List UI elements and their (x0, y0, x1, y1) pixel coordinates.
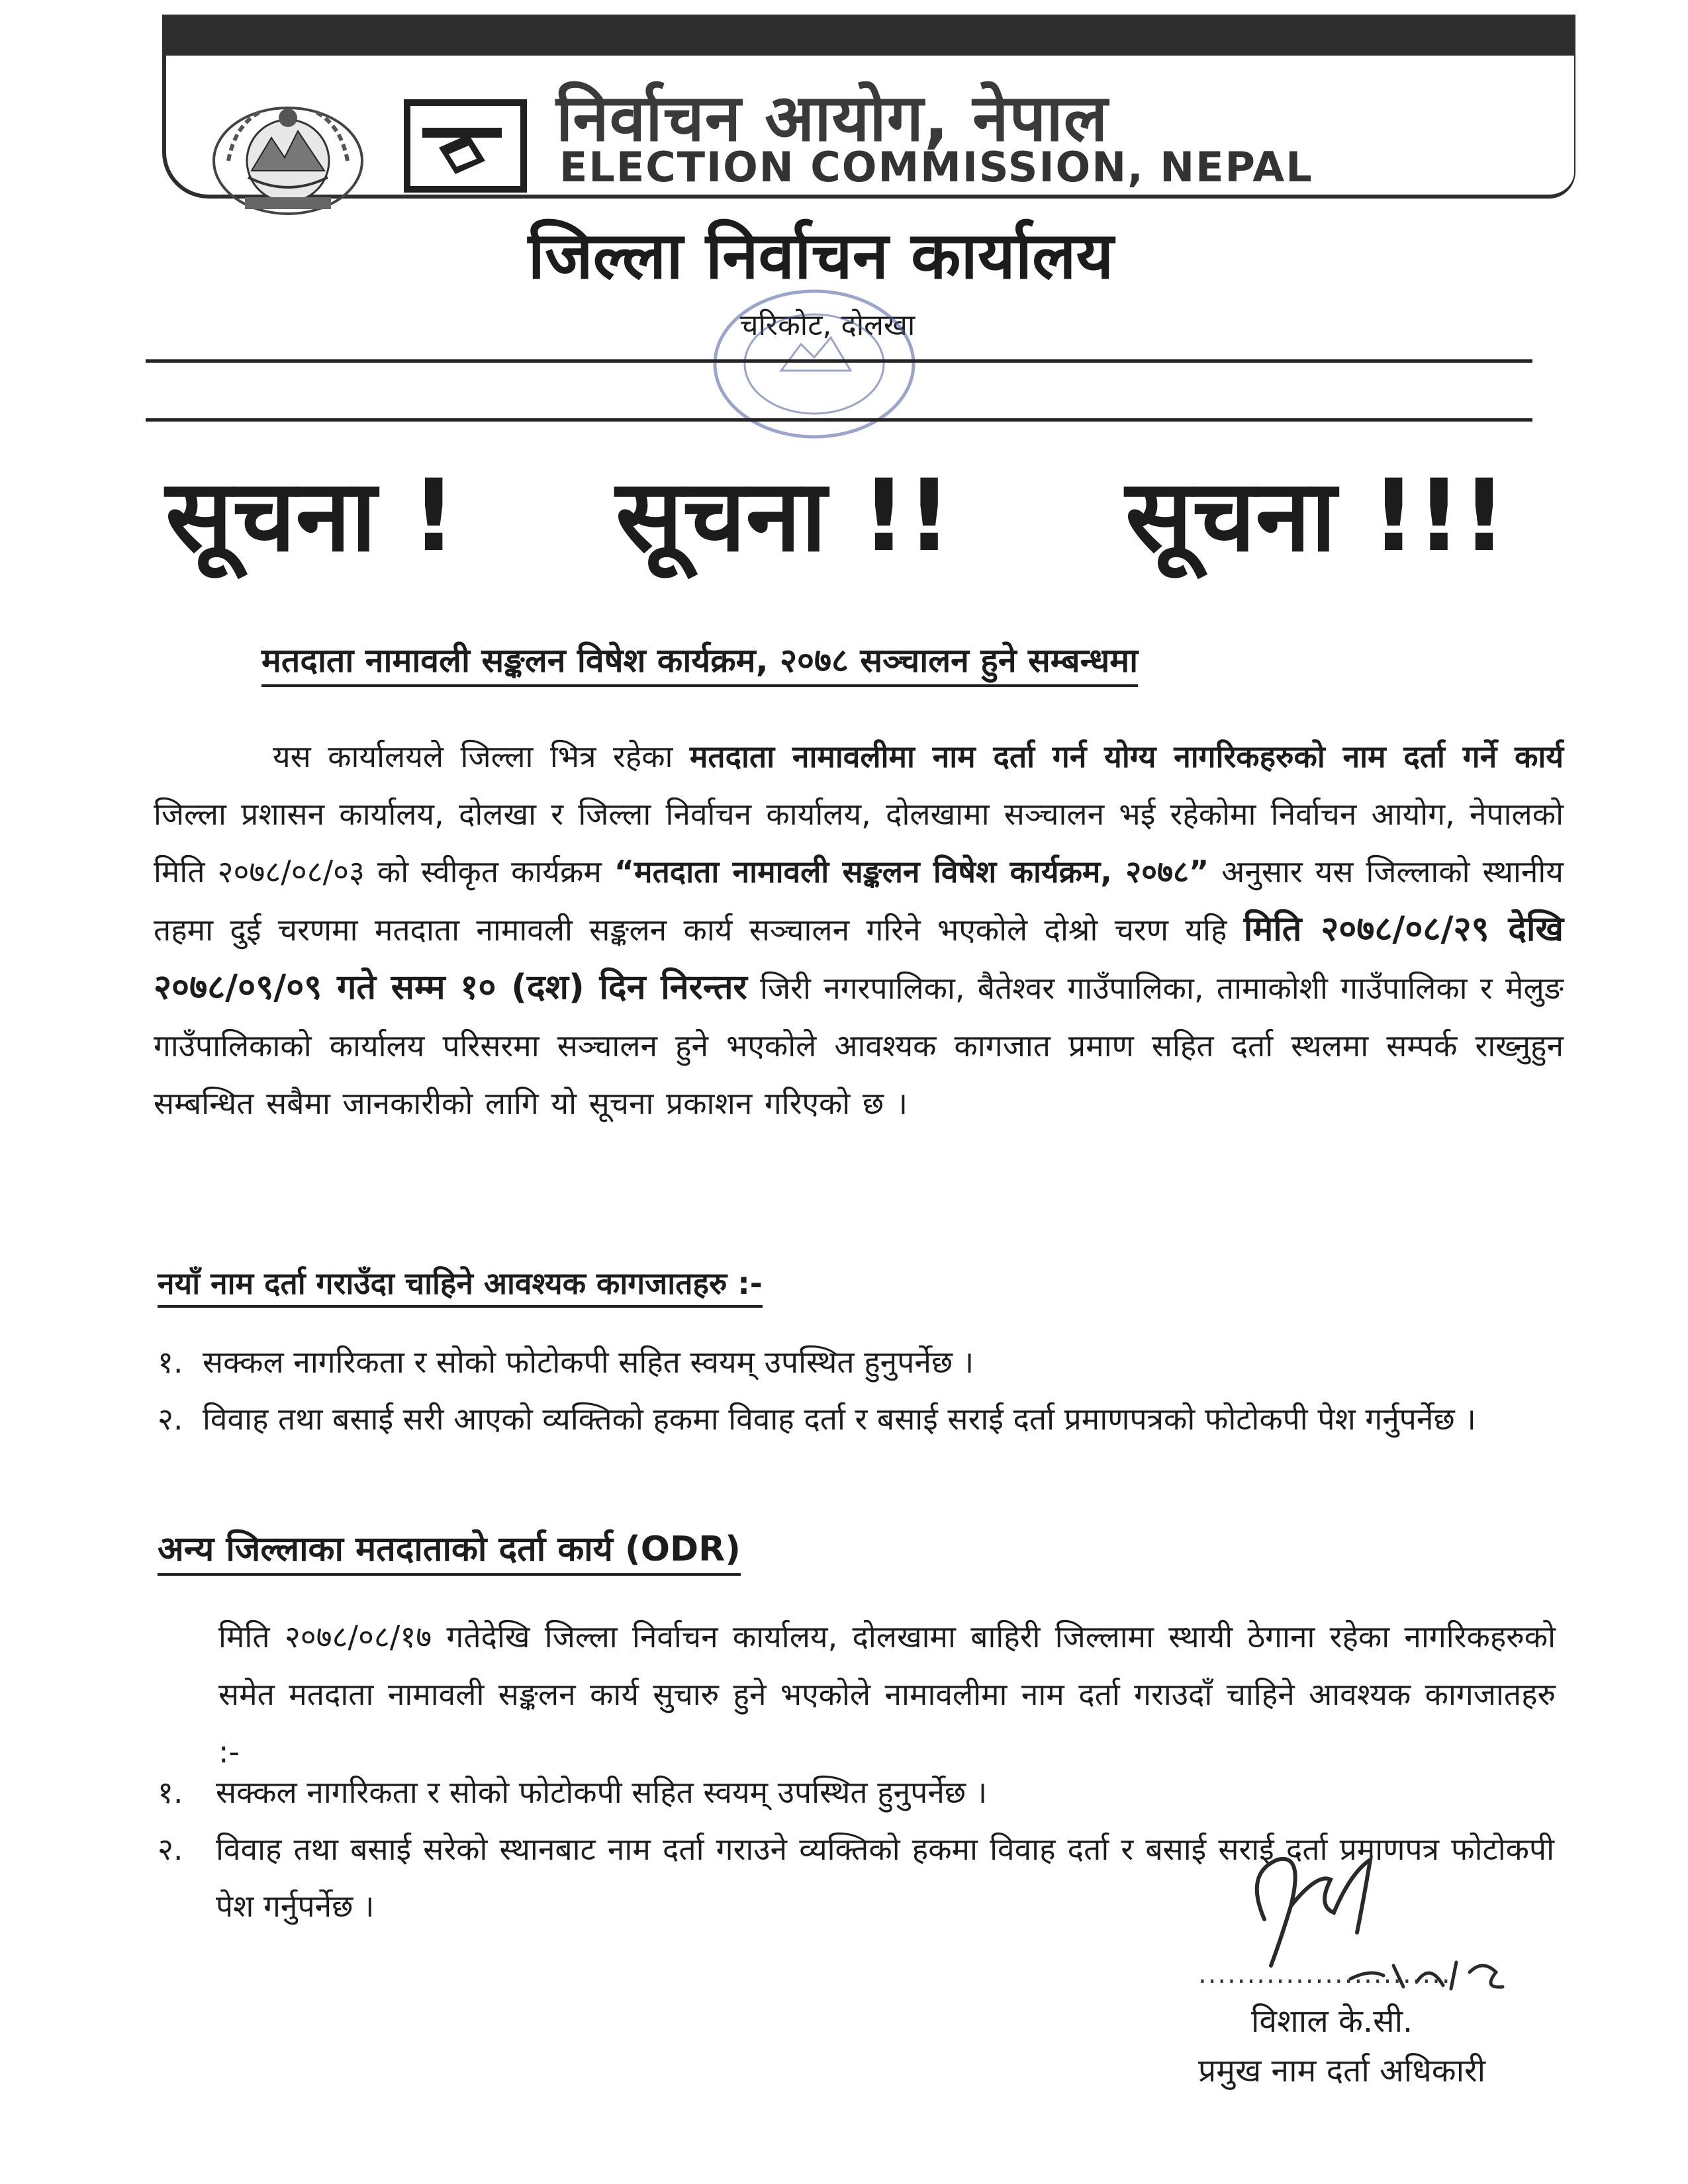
office-name: जिल्ला निर्वाचन कार्यालय (528, 218, 1114, 294)
office-location: चरिकोट, दोलखा (739, 308, 915, 342)
header-divider-top (146, 359, 1532, 363)
section1-list (158, 1334, 1568, 1447)
header-divider-bottom (146, 418, 1532, 422)
list-item-number: २. (158, 1401, 183, 1437)
section2-paragraph: मिति २०७८/०८/१७ गतेदेखि जिल्ला निर्वाचन कार्यालय, दोलखामा बाहिरी जिल्लामा स्थायी ठेगाना रहेका नागरिकहरुको समेत मतदाता नामावली सङ्कलन कार्य सुचारु हुने भएकोले नामावलीमा नाम दर्ता गराउदाँ चाहिने आवश्यक कागजातहरु :- (218, 1619, 1556, 1770)
list-item (158, 1390, 1568, 1447)
list-item (158, 1334, 1568, 1390)
list-item-number: १. (158, 1344, 183, 1380)
list-item-text: सक्कल नागरिकता र सोको फोटोकपी सहित स्वयम् उपस्थित हुनुपर्नेछ । (203, 1344, 974, 1380)
signatory-title: प्रमुख नाम दर्ता अधिकारी (1198, 2052, 1486, 2089)
office-stamp-icon (702, 278, 927, 450)
schedule-dates: मिति २०७८/०८/२९ देखि २०७८/०९/०९ गते सम्म १० (दश) दिन निरन्तर (154, 909, 1564, 1007)
notice-subject: मतदाता नामावली सङ्कलन विषेश कार्यक्रम, २०७८ सञ्चालन हुने सम्बन्धमा (261, 642, 1138, 687)
commission-name-english: ELECTION COMMISSION, NEPAL (559, 143, 1313, 191)
nepal-emblem-icon (209, 98, 367, 217)
program-name: “मतदाता नामावली सङ्कलन विषेश कार्यक्रम, २०७८” (614, 854, 1209, 889)
main-paragraph-part: यस कार्यालयले जिल्ला भित्र रहेका (273, 739, 690, 774)
commission-name-nepali: निर्वाचन आयोग, नेपाल (556, 81, 1109, 156)
letterhead-top-bar (162, 15, 1575, 56)
main-paragraph-part: जिरी नगरपालिका, बैतेश्वर गाउँपालिका, तामाकोशी गाउँपालिका र मेलुङ गाउँपालिकाको कार्यालय परिसरमा सञ्चालन हुने भएकोले आवश्यक कागजात प्रमाण सहित दर्ता स्थलमा सम्पर्क राख्नुहुन सम्बन्धित सबैमा जानकारीको लागि यो सूचना प्रकाशन गरिएको छ । (154, 970, 1564, 1121)
notice-heading-3: सूचना !!! (1125, 459, 1507, 574)
signature-line: .......................... (1198, 1959, 1452, 1989)
list-item-text: विवाह तथा बसाई सरी आएको व्यक्तिको हकमा विवाह दर्ता र बसाई सराई दर्ता प्रमाणपत्रको फोटोकपी पेश गर्नुपर्नेछ । (203, 1401, 1476, 1437)
list-item (158, 1764, 1554, 1821)
main-paragraph-part: जिल्ला प्रशासन कार्यालय, दोलखा र जिल्ला निर्वाचन कार्यालय, दोलखामा सञ्चालन भई रहेकोमा निर्वाचन आयोग, नेपालको मिति २०७८/०८/०३ को स्वीकृत कार्यक्रम (154, 796, 1564, 889)
list-item-number: २. (158, 1831, 183, 1867)
notice-heading-2: सूचना !! (616, 459, 952, 574)
list-item-text: सक्कल नागरिकता र सोको फोटोकपी सहित स्वयम् उपस्थित हुनुपर्नेछ । (216, 1774, 988, 1810)
main-paragraph (154, 728, 1564, 1132)
list-item-text: विवाह तथा बसाई सरेको स्थानबाट नाम दर्ता गराउने व्यक्तिको हकमा विवाह दर्ता र बसाई सराई दर्ता प्रमाणपत्र फोटोकपी पेश गर्नुपर्नेछ । (216, 1831, 1554, 1924)
notice-heading-1: सूचना ! (165, 459, 457, 574)
list-item-number: १. (158, 1774, 183, 1810)
section2-heading: अन्य जिल्लाका मतदाताको दर्ता कार्य (ODR) (158, 1529, 741, 1576)
signatory-name: विशाल के.सी. (1251, 2003, 1413, 2040)
main-paragraph-bold: मतदाता नामावलीमा नाम दर्ता गर्न योग्य नागरिकहरुको नाम दर्ता गर्ने कार्य (689, 739, 1564, 774)
section1-heading: नयाँ नाम दर्ता गराउँदा चाहिने आवश्यक कागजातहरु :- (158, 1265, 763, 1308)
ballot-box-logo-icon (402, 98, 528, 194)
main-paragraph-part: अनुसार यस जिल्लाको स्थानीय तहमा दुई चरणमा मतदाता नामावली सङ्कलन कार्य सञ्चालन गरिने भएकोले दोश्रो चरण यहि (154, 854, 1564, 948)
